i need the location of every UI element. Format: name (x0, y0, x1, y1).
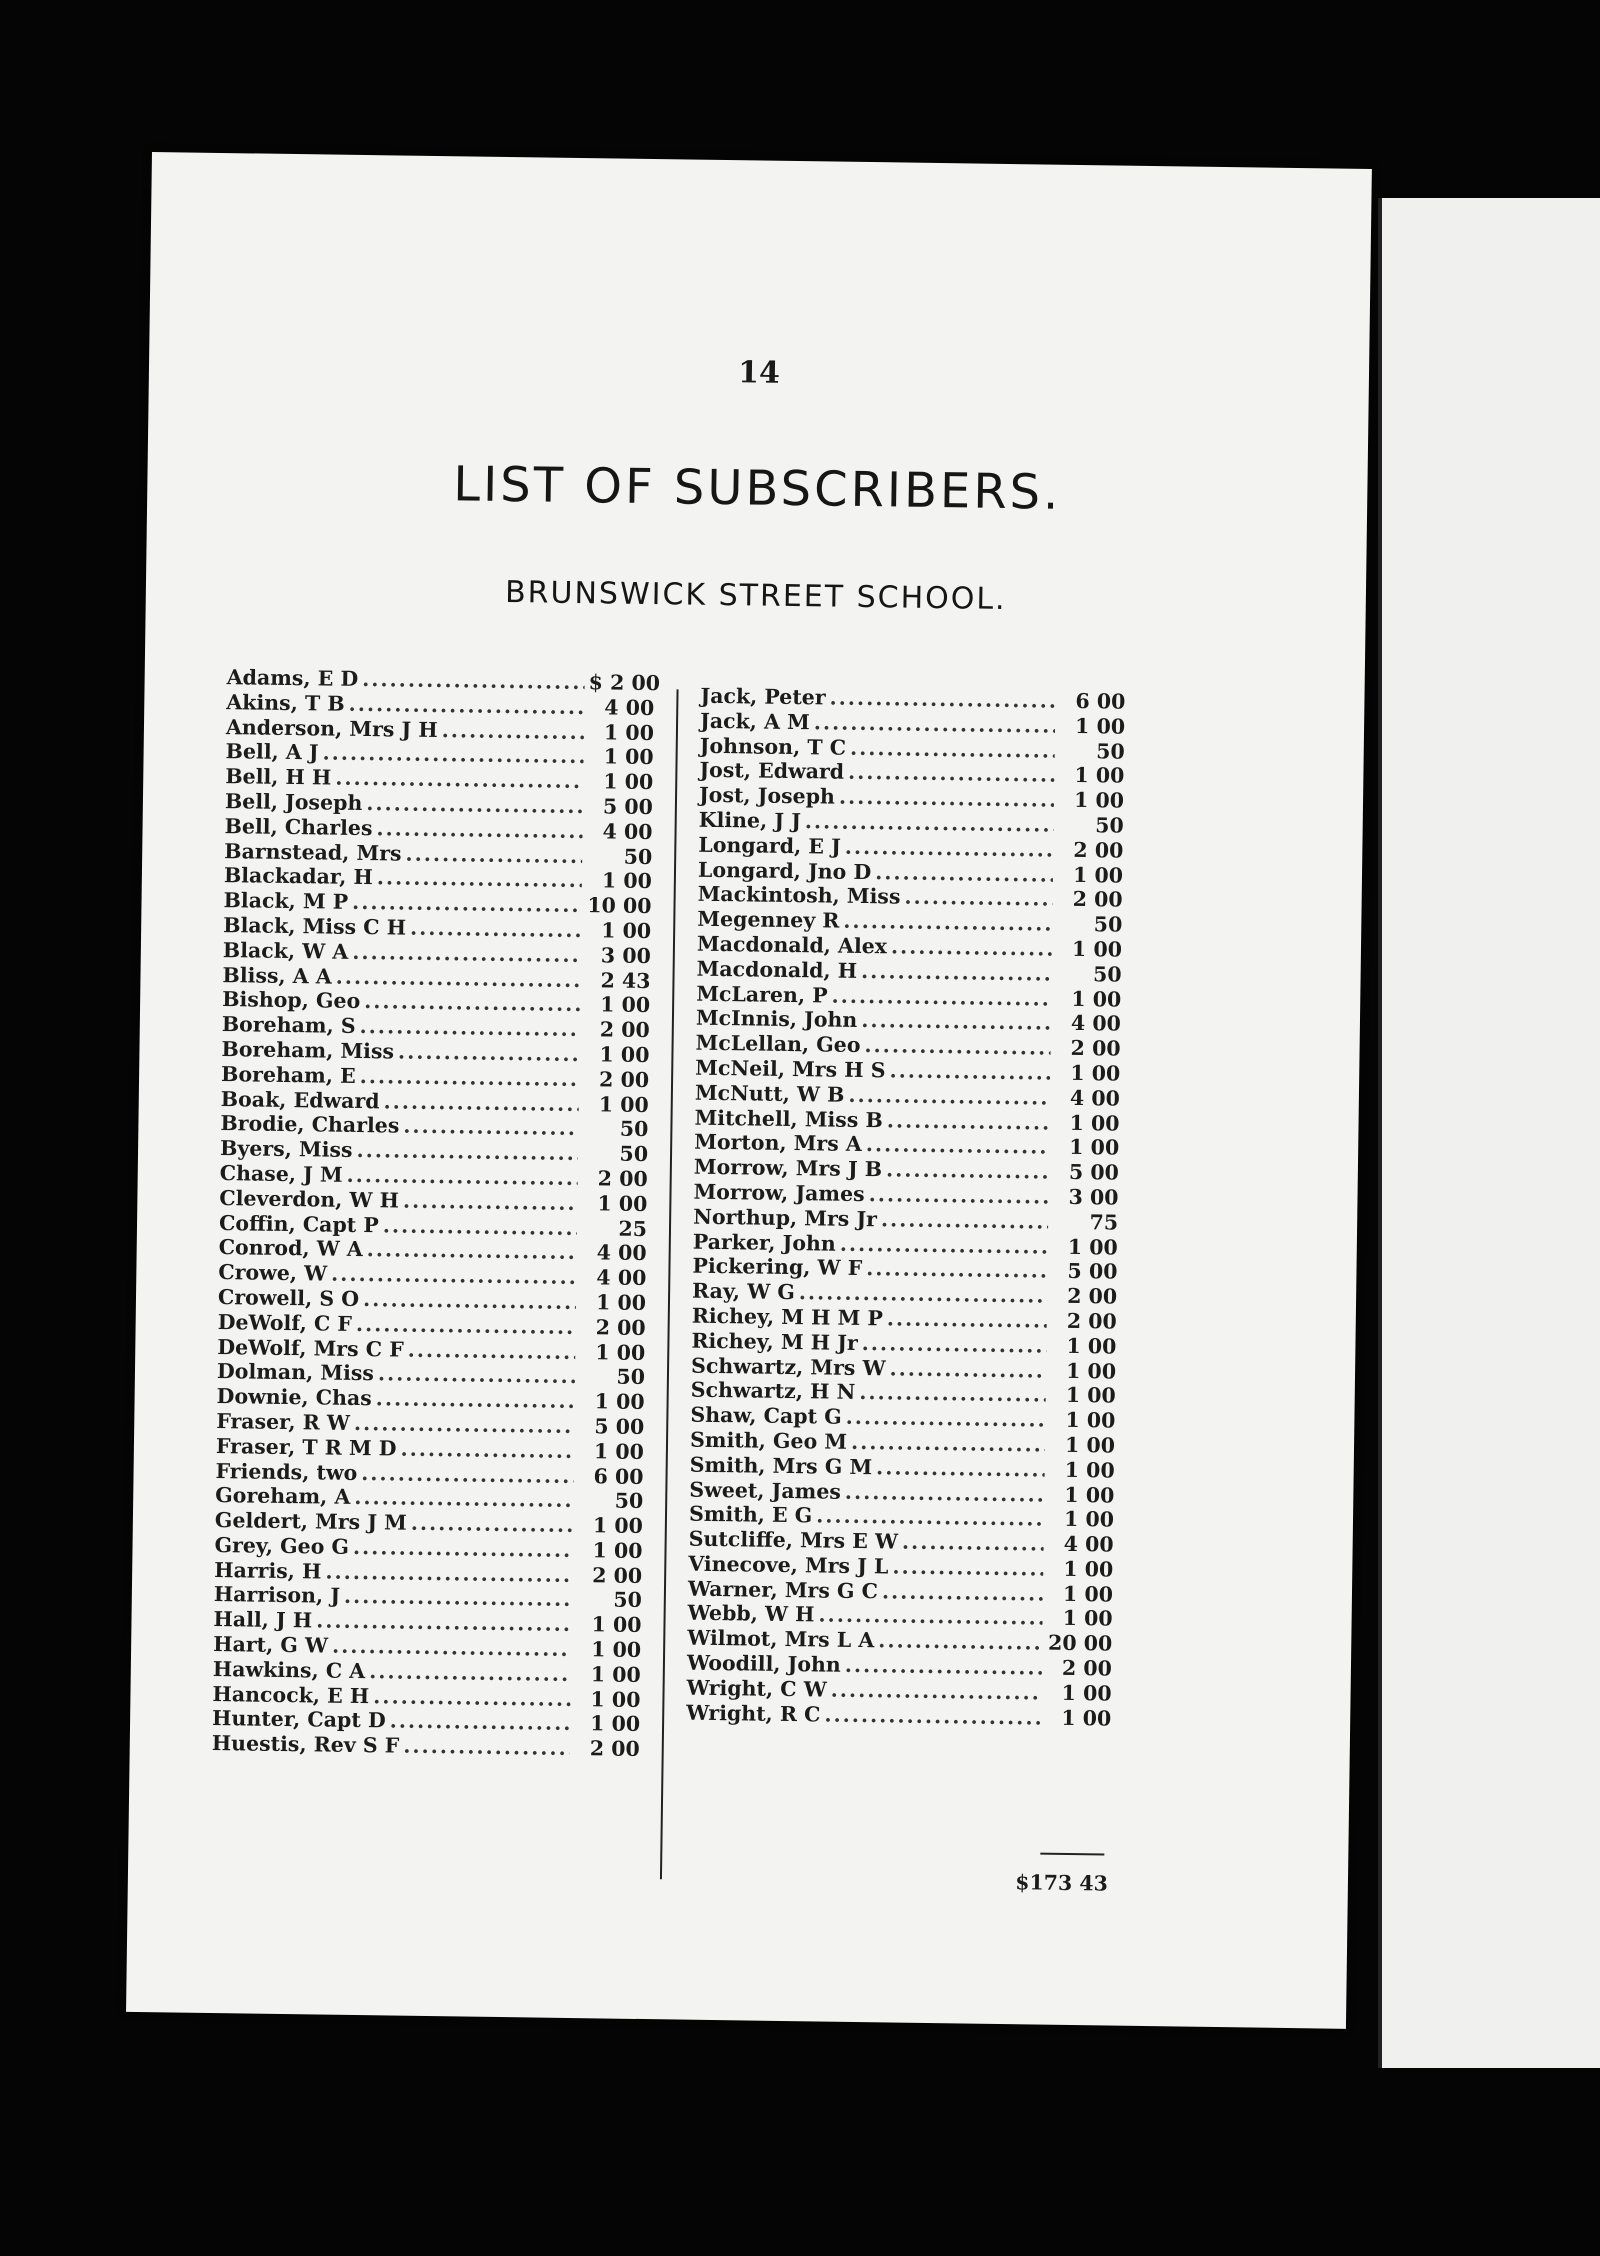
subscription-amount: 2 43 (600, 967, 651, 993)
subscriber-name: Boak, Edward (220, 1086, 380, 1113)
subscriber-name: Morrow, James (693, 1179, 865, 1206)
total-rule (1040, 1853, 1104, 1856)
dot-leader (352, 890, 582, 918)
subscriber-name: Anderson, Mrs J H (225, 714, 438, 742)
subscriber-name: Mackintosh, Miss (697, 882, 901, 909)
subscriber-name: McLellan, Geo (695, 1030, 861, 1058)
subscription-amount: 2 00 (1073, 837, 1124, 863)
dot-leader (846, 1405, 1046, 1433)
dot-leader (861, 959, 1052, 986)
subscription-amount: 4 00 (604, 695, 655, 720)
dot-leader (344, 1584, 572, 1612)
subscriber-name: Black, W A (222, 937, 349, 964)
subscriber-name: Sweet, James (689, 1477, 842, 1504)
subscription-amount: 5 00 (1068, 1160, 1120, 1185)
subscription-amount: 1 00 (1064, 1482, 1115, 1508)
subscription-amount: 10 00 (587, 893, 652, 919)
dot-leader (403, 1734, 570, 1761)
subscription-amount: 5 00 (1067, 1259, 1118, 1284)
subscriber-name: DeWolf, Mrs C F (217, 1334, 404, 1362)
subscription-amount: 25 (618, 1216, 648, 1241)
dot-leader (360, 1064, 580, 1092)
dot-leader (887, 1108, 1050, 1135)
subscription-amount: 50 (1094, 813, 1124, 838)
subscriber-name: Webb, W H (687, 1601, 815, 1627)
subscriber-name: Mitchell, Miss B (694, 1105, 883, 1132)
total-amount: $173 43 (1015, 1870, 1109, 1896)
subscription-amount: 1 00 (1071, 936, 1123, 962)
subscriber-name: Woodill, John (686, 1650, 841, 1677)
dot-leader (403, 1114, 578, 1141)
subscriber-name: Bell, Joseph (224, 789, 363, 815)
subscriber-name: Coffin, Capt P (218, 1210, 379, 1237)
dot-leader (850, 735, 1055, 763)
subscription-amount: 1 00 (1074, 763, 1125, 789)
dot-leader (373, 1684, 571, 1712)
subscription-amount: 1 00 (590, 1662, 641, 1687)
dot-leader (336, 964, 581, 992)
subscription-amount: 4 00 (596, 1240, 647, 1266)
subscriber-name: Vinecove, Mrs J L (688, 1551, 889, 1579)
subscriber-name: Brodie, Charles (220, 1111, 400, 1138)
dot-leader (840, 1231, 1048, 1259)
subscription-amount: 2 00 (597, 1166, 648, 1191)
subscription-amount: 2 00 (595, 1315, 646, 1340)
subscriber-name: Boreham, E (220, 1061, 356, 1088)
subscription-amount: 50 (614, 1488, 644, 1514)
dot-leader (316, 1609, 572, 1637)
subscription-amount: 2 00 (1070, 1036, 1121, 1061)
subscriber-name: Kline, J J (698, 807, 802, 834)
dot-leader (882, 1579, 1043, 1606)
subscription-amount: 50 (616, 1364, 646, 1390)
subscription-amount: 2 00 (1067, 1284, 1118, 1309)
dot-leader (875, 860, 1053, 887)
subscriber-name: Barnstead, Mrs (224, 838, 402, 866)
subscription-amount: $ 2 00 (588, 670, 661, 696)
dot-leader (442, 718, 585, 745)
dot-leader (859, 1380, 1046, 1407)
dot-leader (378, 1362, 575, 1390)
subscriber-name: McLaren, P (696, 981, 828, 1008)
subscriber-name: Parker, John (692, 1229, 836, 1256)
dot-leader (902, 1530, 1044, 1557)
subscriber-list-left (211, 665, 661, 1762)
subscription-amount: 3 00 (1068, 1184, 1119, 1210)
subscription-amount: 1 00 (1065, 1383, 1116, 1408)
subscription-amount: 1 00 (591, 1637, 642, 1663)
subscriber-name: Fraser, R W (216, 1408, 351, 1435)
subscription-amount: 5 00 (602, 794, 654, 820)
dot-leader (886, 1157, 1049, 1184)
subscription-amount: 50 (619, 1141, 649, 1167)
dot-leader (799, 1280, 1048, 1308)
dot-leader (352, 940, 581, 968)
subscription-amount: 1 00 (1062, 1606, 1113, 1632)
subscription-amount: 2 00 (598, 1067, 650, 1092)
subscriber-name: Megenney R (697, 906, 840, 933)
subscription-amount: 5 00 (594, 1414, 645, 1439)
dot-leader (376, 1386, 575, 1414)
subscription-amount: 4 00 (1070, 1011, 1122, 1036)
subscriber-name: Crowe, W (218, 1260, 328, 1286)
subscription-amount: 1 00 (1061, 1680, 1112, 1706)
dot-leader (354, 1485, 573, 1513)
subscription-amount: 2 00 (599, 1017, 650, 1043)
subscription-amount: 2 00 (592, 1562, 643, 1588)
dot-leader (408, 1337, 576, 1364)
subscriber-name: Dolman, Miss (216, 1359, 375, 1386)
subscription-amount: 50 (623, 844, 653, 869)
subscription-amount: 2 00 (1061, 1655, 1113, 1681)
subscriber-name: Black, Miss C H (223, 913, 407, 940)
dot-leader (398, 1039, 580, 1066)
subscriber-name: McNutt, W B (694, 1080, 845, 1107)
section-title: BRUNSWICK STREET SCHOOL. (504, 574, 1007, 617)
subscriber-name: Schwartz, Mrs W (690, 1353, 886, 1380)
subscriber-name: Smith, E G (688, 1501, 813, 1528)
subscription-amount: 1 00 (603, 744, 654, 770)
subscription-amount: 1 00 (1070, 1060, 1121, 1086)
subscriber-name: Bliss, A A (222, 962, 332, 989)
subscriber-name: Black, M P (223, 888, 349, 914)
subscriber-name: Macdonald, Alex (696, 931, 888, 959)
subscription-amount: 6 00 (1075, 688, 1126, 714)
subscription-amount: 50 (1096, 738, 1125, 764)
subscriber-name: DeWolf, C F (217, 1309, 353, 1336)
document-page (126, 152, 1372, 2029)
subscription-amount: 1 00 (1065, 1358, 1117, 1384)
subscriber-name: Shaw, Capt G (690, 1402, 842, 1429)
subscriber-name: Bishop, Geo (222, 987, 361, 1014)
subscriber-name: Harrison, J (213, 1582, 341, 1609)
subscription-amount: 1 00 (590, 1686, 641, 1712)
subscription-amount: 1 00 (599, 1042, 650, 1067)
subscription-amount: 50 (1093, 912, 1123, 937)
dot-leader (359, 1014, 580, 1042)
subscriber-name: Smith, Geo M (689, 1427, 848, 1454)
dot-leader (403, 1188, 578, 1215)
subscription-amount: 1 00 (601, 918, 652, 944)
subscriber-name: Conrod, W A (218, 1235, 363, 1262)
subscriber-name: Bell, A J (225, 739, 319, 765)
subscription-amount: 1 00 (603, 719, 655, 745)
subscriber-name: Byers, Miss (219, 1136, 353, 1163)
dot-leader (845, 835, 1054, 863)
subscription-amount: 1 00 (1069, 1135, 1120, 1160)
dot-leader (866, 1132, 1050, 1159)
dot-leader (363, 1287, 576, 1315)
subscriber-name: Bell, H H (225, 764, 332, 790)
subscription-amount: 4 00 (596, 1265, 647, 1291)
column-divider (660, 689, 679, 1879)
dot-leader (876, 1455, 1045, 1482)
dot-leader (866, 1256, 1048, 1283)
subscription-amount: 1 00 (1063, 1556, 1114, 1582)
subscription-amount: 1 00 (1065, 1407, 1116, 1433)
dot-leader (868, 1182, 1048, 1209)
subscription-amount: 50 (613, 1588, 642, 1613)
subscription-amount: 1 00 (1073, 788, 1125, 813)
subscriber-name: Warner, Mrs G C (687, 1576, 879, 1603)
subscriber-name: Richey, M H Jr (691, 1328, 858, 1355)
subscription-amount: 1 00 (592, 1538, 643, 1563)
subscriber-name: Northup, Mrs Jr (693, 1204, 878, 1231)
subscription-amount: 1 00 (595, 1339, 646, 1365)
dot-leader (881, 1207, 1049, 1234)
subscriber-name: Jack, Peter (700, 683, 826, 710)
dot-leader (878, 1629, 1042, 1656)
subscription-amount: 1 00 (1064, 1457, 1115, 1483)
subscription-amount: 2 00 (1066, 1308, 1117, 1334)
subscription-amount: 1 00 (593, 1439, 645, 1464)
dot-leader (891, 934, 1052, 961)
subscription-amount: 2 00 (1072, 887, 1123, 912)
subscriber-name: Morton, Mrs A (694, 1130, 862, 1157)
dot-leader (383, 1213, 578, 1241)
dot-leader (814, 710, 1056, 738)
dot-leader (354, 1411, 575, 1439)
subscriber-name: Wright, C W (686, 1675, 827, 1702)
subscription-amount: 1 00 (1071, 986, 1122, 1012)
subscription-amount: 1 00 (597, 1191, 648, 1216)
dot-leader (861, 1008, 1051, 1035)
subscriber-name: Goreham, A (215, 1483, 351, 1510)
subscription-amount: 75 (1089, 1209, 1119, 1235)
dot-leader (887, 1306, 1047, 1333)
dot-leader (829, 686, 1055, 714)
subscriber-name: Downie, Chas (216, 1384, 372, 1411)
dot-leader (839, 785, 1054, 813)
dot-leader (851, 1430, 1045, 1458)
dot-leader (390, 1709, 571, 1736)
subscription-amount: 1 00 (1061, 1705, 1112, 1731)
subscription-amount: 1 00 (592, 1513, 644, 1539)
subscriber-name: Jack, A M (699, 708, 810, 735)
dot-leader (383, 1089, 579, 1117)
subscriber-name: Fraser, T R M D (215, 1433, 397, 1461)
subscriber-name: Geldert, Mrs J M (214, 1508, 408, 1535)
dot-leader (366, 791, 583, 819)
subscriber-name: McInnis, John (695, 1006, 858, 1033)
subscriber-name: Pickering, W F (692, 1253, 863, 1281)
subscriber-name: Chase, J M (219, 1160, 343, 1187)
subscriber-name: Smith, Mrs G M (689, 1452, 873, 1479)
dot-leader (845, 1653, 1042, 1681)
subscription-amount: 1 00 (1074, 713, 1126, 739)
dot-leader (353, 1535, 573, 1563)
dot-leader (831, 983, 1051, 1011)
subscriber-name: Friends, two (215, 1458, 358, 1485)
page-title: LIST OF SUBSCRIBERS. (452, 456, 1062, 521)
subscriber-name: Richey, M H M P (691, 1303, 884, 1331)
dot-leader (892, 1554, 1043, 1581)
dot-leader (845, 1479, 1045, 1507)
subscriber-name: Macdonald, H (696, 956, 858, 983)
dot-leader (848, 1083, 1050, 1111)
dot-leader (410, 916, 581, 943)
dot-leader (346, 1163, 577, 1191)
subscriber-name: Blackadar, H (223, 863, 373, 890)
subscriber-name: Jost, Edward (699, 758, 845, 785)
subscription-amount: 1 00 (591, 1612, 642, 1638)
subscriber-name: Grey, Geo G (214, 1532, 350, 1559)
subscription-amount: 4 00 (602, 819, 653, 844)
dot-leader (364, 989, 580, 1017)
dot-leader (362, 667, 585, 695)
subscriber-name: Morrow, Mrs J B (693, 1154, 883, 1182)
subscriber-name: Wilmot, Mrs L A (687, 1625, 875, 1653)
subscription-amount: 20 00 (1047, 1630, 1113, 1656)
dot-leader (862, 1331, 1047, 1358)
subscription-amount: 1 00 (1063, 1507, 1115, 1532)
subscriber-name: Boreham, S (221, 1012, 356, 1039)
subscription-amount: 1 00 (1067, 1234, 1118, 1260)
subscriber-name: Hancock, E H (212, 1681, 370, 1708)
subscription-amount: 1 00 (595, 1290, 647, 1315)
subscription-amount: 1 00 (598, 1091, 649, 1117)
dot-leader (376, 816, 582, 844)
subscription-amount: 50 (619, 1116, 649, 1142)
dot-leader (843, 909, 1052, 937)
dot-leader (331, 1262, 577, 1290)
subscription-amount: 1 00 (601, 868, 653, 894)
dot-leader (332, 1634, 571, 1662)
subscriber-name: Crowell, S O (217, 1284, 360, 1311)
dot-leader (377, 866, 582, 894)
subscriber-name: Johnson, T C (699, 733, 847, 760)
dot-leader (325, 1559, 572, 1587)
page-number: 14 (737, 355, 781, 391)
dot-leader (824, 1702, 1041, 1730)
dot-leader (348, 692, 584, 720)
dot-leader (400, 1436, 574, 1463)
subscription-amount: 3 00 (600, 943, 651, 968)
subscription-amount: 50 (1092, 961, 1122, 987)
subscription-amount: 1 00 (1064, 1432, 1116, 1458)
subscription-amount: 1 00 (594, 1389, 645, 1415)
subscriber-name: Longard, Jno D (697, 857, 872, 884)
dot-leader (361, 1461, 574, 1489)
dot-leader (864, 1033, 1050, 1060)
dot-leader (889, 1058, 1050, 1085)
subscriber-name: Akins, T B (226, 689, 345, 716)
subscriber-name: Hall, J H (213, 1607, 313, 1633)
subscriber-name: Schwartz, H N (690, 1377, 856, 1405)
dot-leader (818, 1603, 1042, 1631)
subscription-amount: 1 00 (603, 769, 654, 795)
dot-leader (322, 741, 583, 769)
subscriber-name: Adams, E D (226, 665, 359, 691)
dot-leader (805, 809, 1054, 837)
subscriber-name: Wright, R C (686, 1700, 821, 1727)
adjacent-page-edge (1378, 198, 1600, 2068)
subscriber-row (686, 1700, 1111, 1731)
subscriber-name: Ray, W G (691, 1278, 795, 1305)
dot-leader (356, 1312, 576, 1340)
subscriber-name: Bell, Charles (224, 813, 373, 840)
subscription-amount: 1 00 (1062, 1581, 1114, 1607)
subscriber-name: Jost, Joseph (698, 782, 836, 809)
dot-leader (356, 1138, 578, 1166)
subscriber-name: Hart, G W (213, 1632, 329, 1658)
subscriber-name: Boreham, Miss (221, 1037, 395, 1064)
subscriber-name: Longard, E J (698, 832, 842, 859)
subscriber-name: Cleverdon, W H (219, 1185, 400, 1213)
dot-leader (411, 1511, 573, 1538)
subscriber-name: McNeil, Mrs H S (695, 1055, 886, 1083)
dot-leader (848, 760, 1055, 788)
subscription-amount: 4 00 (1063, 1531, 1114, 1557)
dot-leader (335, 766, 583, 794)
dot-leader (831, 1678, 1042, 1706)
dot-leader (904, 885, 1053, 912)
subscriber-name: Sutcliffe, Mrs E W (688, 1526, 899, 1554)
subscriber-name: Harris, H (214, 1557, 322, 1584)
subscription-amount: 1 00 (1069, 1110, 1120, 1136)
subscriber-name: Hunter, Capt D (211, 1706, 386, 1733)
subscription-amount: 1 00 (1066, 1333, 1117, 1359)
subscription-amount: 1 00 (589, 1711, 641, 1737)
dot-leader (405, 841, 582, 868)
subscription-amount: 4 00 (1069, 1085, 1121, 1111)
subscription-amount: 1 00 (1072, 862, 1124, 888)
dot-leader (367, 1237, 577, 1265)
subscription-amount: 6 00 (593, 1463, 644, 1489)
subscription-amount: 1 00 (600, 992, 651, 1018)
subscriber-name: Hawkins, C A (212, 1656, 366, 1683)
subscriber-name: Huestis, Rev S F (211, 1731, 400, 1758)
dot-leader (369, 1659, 571, 1687)
dot-leader (889, 1356, 1046, 1383)
subscription-amount: 2 00 (589, 1736, 640, 1762)
dot-leader (816, 1504, 1044, 1532)
subscriber-row (212, 1731, 640, 1762)
subscriber-list-right (686, 684, 1125, 1731)
